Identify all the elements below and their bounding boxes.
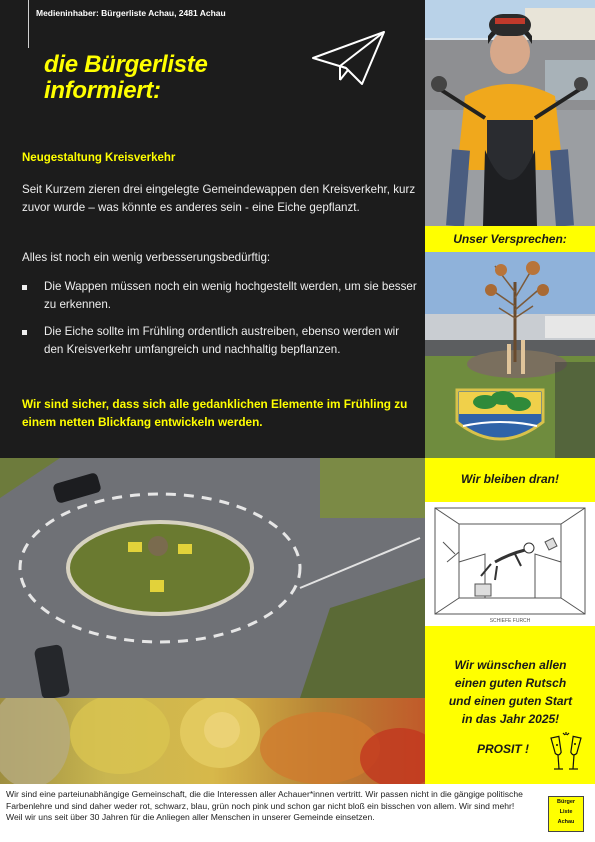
list-item-text: Die Eiche sollte im Frühling ordentlich austreiben, ebenso werden wir den Kreisverkehr umfangreich und nachhaltig bepflanzen. (44, 325, 400, 356)
article-conclusion: Wir sind sicher, dass sich alle gedanklichen Elemente im Frühling zu einem netten Blickfang entwickeln werden. (22, 397, 408, 429)
buergerliste-logo (548, 796, 584, 832)
wish-line: und einen guten Start (448, 694, 573, 708)
media-owner-line: Medieninhaber: Bürgerliste Achau, 2481 Achau (36, 8, 226, 18)
champagne-glasses-icon (549, 731, 583, 777)
wish-line: in das Jahr 2025! (461, 712, 560, 726)
logo-line: Achau (557, 819, 575, 825)
headline-line-1: die Bürgerliste (44, 51, 208, 78)
prosit-label: PROSIT ! (477, 742, 530, 756)
logo-line: Bürger (556, 799, 576, 805)
improvement-list (22, 278, 417, 368)
logo-line: Liste (559, 809, 573, 815)
footer-description: Wir sind eine parteiunabhängige Gemeinschaft, die die Interessen aller Achauer*innen vertritt. Wir passen nicht in die gängige politische Farbenlehre und sind daher weder rot, schwarz, blau, grün noch pink und schon gar nicht bloß ein bisschen von allem. Wir sind mehr! Weil wir uns seit über 30 Jahren für die Anliegen aller Menschen in unserer Gemeinde einsetzen. (6, 789, 523, 822)
header-divider (28, 0, 29, 48)
oak-tree-coat-of-arms-photo (425, 252, 595, 458)
wish-line: Wir wünschen allen (454, 658, 567, 672)
new-year-wish-box (425, 626, 595, 784)
article-paragraph-1: Seit Kurzem zieren drei eingelegte Gemeindewappen den Kreisverkehr, kurz zuvor wurde – was könnte es anderes sein - eine Eiche gepflanzt. (22, 183, 416, 214)
bullet-square-icon (22, 330, 27, 335)
list-item-text: Die Wappen müssen noch ein wenig hochgestellt werden, um sie besser zu erkennen. (44, 280, 417, 311)
cartoon-caption: SCHIEFE FURCH (489, 618, 531, 624)
cartoon-illustration (425, 502, 595, 626)
wish-line: einen guten Rutsch (454, 676, 567, 690)
paper-plane-icon (310, 28, 388, 88)
stay-label: Wir bleiben dran! (461, 472, 559, 486)
list-item (22, 323, 417, 359)
list-item (22, 278, 417, 314)
dark-info-panel (0, 0, 425, 458)
bullet-square-icon (22, 285, 27, 290)
bottle-caps-photo (0, 698, 425, 784)
article-paragraph-2: Alles ist noch ein wenig verbesserungsbedürftig: (22, 251, 271, 264)
headline (44, 52, 208, 104)
article-title: Neugestaltung Kreisverkehr (22, 152, 176, 164)
roundabout-aerial-photo (0, 458, 425, 698)
scooter-rider-photo (425, 0, 595, 226)
promise-label: Unser Versprechen: (453, 232, 567, 246)
promise-label-box (425, 226, 595, 252)
new-year-wish (433, 656, 588, 728)
stay-label-box (425, 458, 595, 502)
headline-line-2: informiert: (44, 77, 161, 104)
